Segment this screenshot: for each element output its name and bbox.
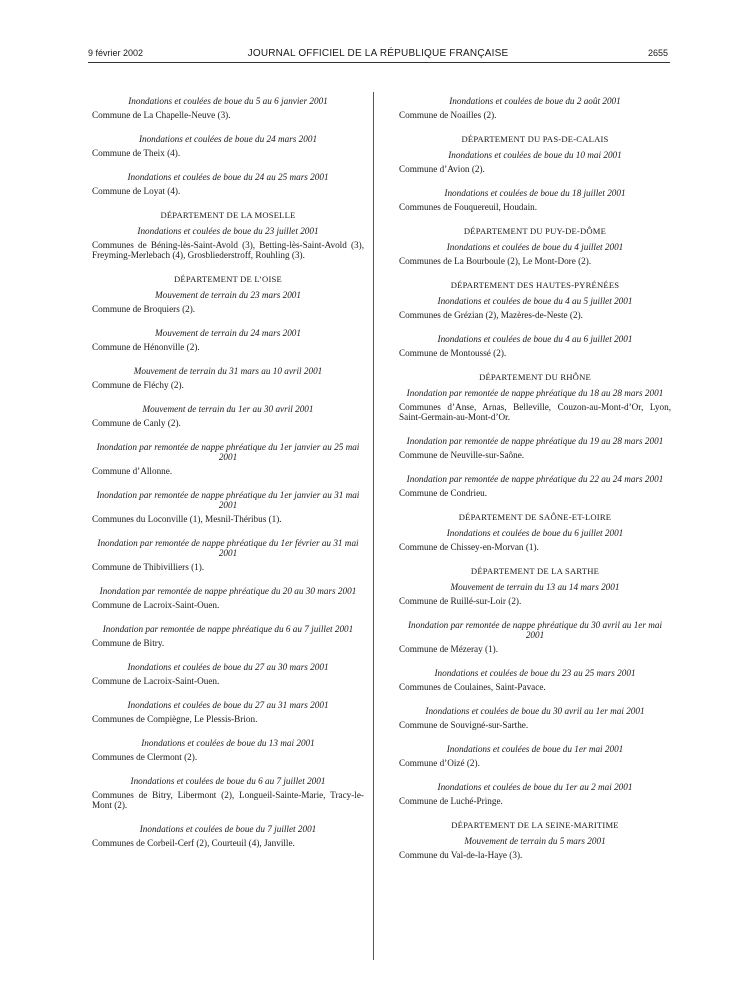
event-heading: Inondation par remontée de nappe phréatique du 22 au 24 mars 2001 [406, 474, 664, 484]
event-heading: Inondation par remontée de nappe phréatique du 30 avril au 1er mai 2001 [407, 620, 663, 640]
entry [399, 820, 671, 860]
commune-text: Commune d’Avion (2). [399, 164, 485, 174]
commune-text: Commune de Bitry. [92, 638, 165, 648]
event-heading: Inondations et coulées de boue du 24 mars 2001 [138, 134, 318, 144]
event-heading: Inondation par remontée de nappe phréatique du 1er janvier au 31 mai 2001 [96, 490, 360, 510]
event-heading: Inondation par remontée de nappe phréatique du 20 au 30 mars 2001 [99, 586, 357, 596]
entry [92, 490, 364, 524]
commune-text: Communes de Compiègne, Le Plessis-Brion. [92, 714, 258, 724]
entry [399, 782, 671, 806]
event-heading: Inondations et coulées de boue du 10 mai 2001 [448, 150, 622, 160]
column-divider [373, 92, 374, 960]
commune-text: Commune de La Chapelle-Neuve (3). [92, 110, 231, 120]
commune-text: Commune de Lacroix-Saint-Ouen. [92, 600, 220, 610]
commune-text: Commune de Broquiers (2). [92, 304, 196, 314]
commune-text: Commune de Montoussé (2). [399, 348, 507, 358]
page-number: 2655 [647, 48, 668, 58]
entry [399, 188, 671, 212]
department-heading: DÉPARTEMENT DE SAÔNE-ET-LOIRE [458, 512, 612, 522]
event-heading: Inondations et coulées de boue du 4 au 6 juillet 2001 [437, 334, 633, 344]
event-heading: Inondations et coulées de boue du 2 août 2001 [449, 96, 621, 106]
commune-text: Communes de Clermont (2). [92, 752, 198, 762]
event-heading: Inondations et coulées de boue du 1er mai 2001 [446, 744, 624, 754]
commune-text: Communes d’Anse, Arnas, Belleville, Couzon-au-Mont-d’Or, Lyon, Saint-Germain-au-Mont-d’Or. [399, 402, 671, 422]
entry [399, 334, 671, 358]
commune-text: Commune de Fléchy (2). [92, 380, 184, 390]
entry [92, 274, 364, 314]
event-heading: Inondations et coulées de boue du 27 au 31 mars 2001 [127, 700, 329, 710]
event-heading: Inondations et coulées de boue du 4 au 5 juillet 2001 [437, 296, 633, 306]
entry [399, 474, 671, 498]
commune-text: Commune d’Oizé (2). [399, 758, 480, 768]
commune-text: Commune de Mézeray (1). [399, 644, 498, 654]
commune-text: Commune d’Allonne. [92, 466, 173, 476]
commune-text: Commune de Ruillé-sur-Loir (2). [399, 596, 522, 606]
event-heading: Inondations et coulées de boue du 24 au 25 mars 2001 [127, 172, 329, 182]
commune-text: Commune de Hénonville (2). [92, 342, 200, 352]
event-heading: Inondations et coulées de boue du 6 au 7 juillet 2001 [130, 776, 326, 786]
entry [92, 96, 364, 120]
entry [399, 96, 671, 120]
commune-text: Commune de Condrieu. [399, 488, 488, 498]
commune-text: Commune de Chissey-en-Morvan (1). [399, 542, 539, 552]
event-heading: Inondation par remontée de nappe phréatique du 19 au 28 mars 2001 [406, 436, 664, 446]
department-heading: DÉPARTEMENT DU RHÔNE [479, 372, 591, 382]
entry [399, 744, 671, 768]
commune-text: Commune de Luché-Pringe. [399, 796, 503, 806]
entry [92, 366, 364, 390]
entry [399, 134, 671, 174]
entry [92, 538, 364, 572]
commune-text: Commune de Neuville-sur-Saône. [399, 450, 525, 460]
commune-text: Communes de Béning-lès-Saint-Avold (3), Betting-lès-Saint-Avold (3), Freyming-Merlebach (4), Grosbliederstroff, Rouhling (3). [92, 240, 364, 260]
event-heading: Inondations et coulées de boue du 13 mai 2001 [141, 738, 315, 748]
commune-text: Commune de Souvigné-sur-Sarthe. [399, 720, 529, 730]
entry [399, 280, 671, 320]
entry [92, 328, 364, 352]
entry [92, 404, 364, 428]
event-heading: Inondation par remontée de nappe phréatique du 1er janvier au 25 mai 2001 [96, 442, 360, 462]
event-heading: Mouvement de terrain du 13 au 14 mars 2001 [450, 582, 620, 592]
event-heading: Inondations et coulées de boue du 4 juillet 2001 [446, 242, 624, 252]
department-heading: DÉPARTEMENT DU PAS-DE-CALAIS [461, 134, 609, 144]
event-heading: Inondations et coulées de boue du 18 juillet 2001 [444, 188, 626, 198]
department-heading: DÉPARTEMENT DE LA MOSELLE [160, 210, 296, 220]
journal-title: JOURNAL OFFICIEL DE LA RÉPUBLIQUE FRANÇAISE [247, 48, 509, 59]
entry [92, 210, 364, 260]
entry [399, 566, 671, 606]
department-heading: DÉPARTEMENT DES HAUTES-PYRÉNÉES [450, 280, 620, 290]
right-column [399, 96, 671, 874]
left-column [92, 96, 364, 862]
event-heading: Inondations et coulées de boue du 1er au 2 mai 2001 [437, 782, 633, 792]
header-date: 9 février 2002 [88, 48, 144, 58]
commune-text: Commune du Val-de-la-Haye (3). [399, 850, 523, 860]
event-heading: Mouvement de terrain du 1er au 30 avril 2001 [142, 404, 314, 414]
commune-text: Communes de Coulaines, Saint-Pavace. [399, 682, 546, 692]
event-heading: Inondation par remontée de nappe phréatique du 1er février au 31 mai 2001 [97, 538, 359, 558]
entry [399, 512, 671, 552]
department-heading: DÉPARTEMENT DE LA SEINE-MARITIME [451, 820, 619, 830]
event-heading: Inondations et coulées de boue du 27 au 30 mars 2001 [127, 662, 329, 672]
department-heading: DÉPARTEMENT DU PUY-DE-DÔME [463, 226, 607, 236]
event-heading: Mouvement de terrain du 23 mars 2001 [155, 290, 301, 300]
header-rule [88, 62, 670, 63]
entry [92, 442, 364, 476]
department-heading: DÉPARTEMENT DE L’OISE [174, 274, 282, 284]
event-heading: Inondation par remontée de nappe phréatique du 6 au 7 juillet 2001 [102, 624, 354, 634]
commune-text: Commune de Canly (2). [92, 418, 181, 428]
entry [399, 668, 671, 692]
commune-text: Communes de Corbeil-Cerf (2), Courteuil (4), Janville. [92, 838, 295, 848]
commune-text: Commune de Thibivilliers (1). [92, 562, 205, 572]
entry [92, 824, 364, 848]
entry [399, 436, 671, 460]
commune-text: Communes de Bitry, Libermont (2), Longueil-Sainte-Marie, Tracy-le-Mont (2). [92, 790, 364, 810]
entry [92, 134, 364, 158]
entry [92, 662, 364, 686]
commune-text: Commune de Loyat (4). [92, 186, 181, 196]
entry [92, 172, 364, 196]
commune-text: Commune de Noailles (2). [399, 110, 497, 120]
commune-text: Communes de La Bourboule (2), Le Mont-Dore (2). [399, 256, 592, 266]
event-heading: Mouvement de terrain du 31 mars au 10 avril 2001 [133, 366, 323, 376]
event-heading: Inondations et coulées de boue du 23 au 25 mars 2001 [434, 668, 636, 678]
event-heading: Inondations et coulées de boue du 5 au 6 janvier 2001 [128, 96, 328, 106]
event-heading: Inondations et coulées de boue du 7 juillet 2001 [139, 824, 317, 834]
event-heading: Mouvement de terrain du 5 mars 2001 [464, 836, 606, 846]
event-heading: Inondations et coulées de boue du 6 juillet 2001 [446, 528, 624, 538]
event-heading: Inondation par remontée de nappe phréatique du 18 au 28 mars 2001 [406, 388, 664, 398]
commune-text: Commune de Theix (4). [92, 148, 181, 158]
commune-text: Communes de Grézian (2), Mazères-de-Neste (2). [399, 310, 583, 320]
department-heading: DÉPARTEMENT DE LA SARTHE [470, 566, 600, 576]
entry [92, 776, 364, 810]
commune-text: Communes de Fouquereuil, Houdain. [399, 202, 538, 212]
entry [399, 226, 671, 266]
entry [92, 738, 364, 762]
commune-text: Communes du Loconville (1), Mesnil-Théribus (1). [92, 514, 282, 524]
commune-text: Commune de Lacroix-Saint-Ouen. [92, 676, 220, 686]
entry [92, 586, 364, 610]
event-heading: Inondations et coulées de boue du 23 juillet 2001 [137, 226, 319, 236]
entry [92, 624, 364, 648]
entry [399, 706, 671, 730]
entry [399, 372, 671, 422]
event-heading: Inondations et coulées de boue du 30 avril au 1er mai 2001 [425, 706, 645, 716]
event-heading: Mouvement de terrain du 24 mars 2001 [155, 328, 301, 338]
entry [399, 620, 671, 654]
entry [92, 700, 364, 724]
